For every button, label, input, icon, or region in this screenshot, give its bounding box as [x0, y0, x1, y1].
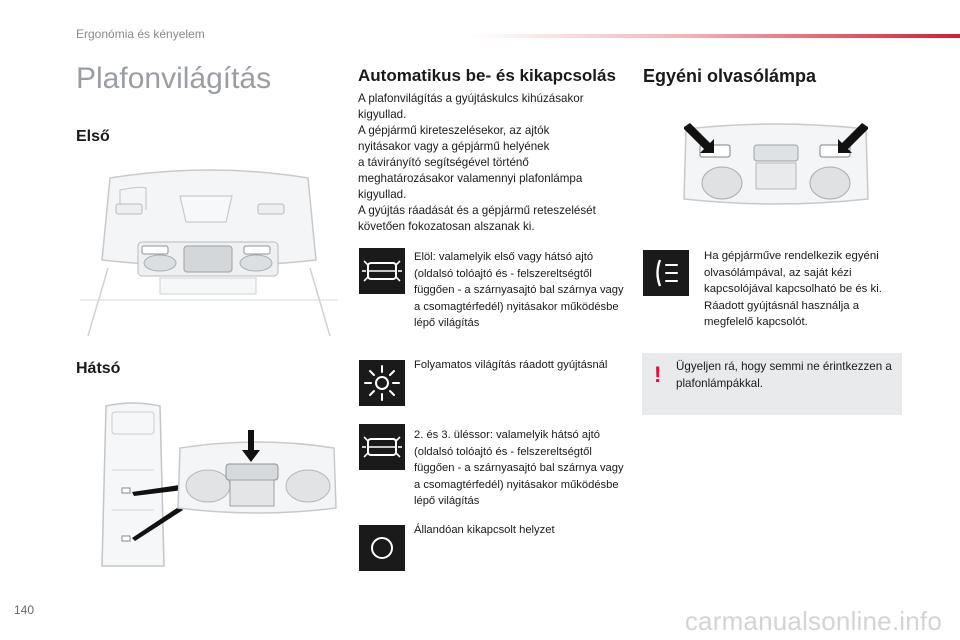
door-light-icon [359, 248, 405, 294]
page-title: Plafonvilágítás [76, 62, 272, 95]
warning-text: Ügyeljen rá, hogy semmi ne érintkezzen a plafonlámpákkal. [676, 360, 892, 390]
auto-line: kigyullad. [358, 188, 407, 201]
auto-line: meghatározásakor valamennyi plafonlámpa [358, 172, 583, 185]
watermark: carmanualsonline.info [684, 606, 942, 636]
reading-lamp-heading: Egyéni olvasólámpa [643, 66, 817, 86]
auto-line: A gépjármű kireteszelésekor, az ajtók [358, 124, 550, 137]
auto-line: a távirányító segítségével történő [358, 156, 529, 169]
rear-heading: Hátsó [76, 360, 121, 377]
warning-icon: ! [654, 362, 662, 387]
warning-note [642, 353, 902, 415]
front-heading: Első [76, 128, 110, 145]
mode-front-door-text: Elöl: valamelyik első vagy hátsó ajtó (oldalsó tolóajtó és - felszereltségtől függően - a szárnyasajtó bal szárnya vagy a csomagtérfedél) nyitásakor működésbe lépő világítás [414, 251, 624, 329]
auto-line: kigyullad. [358, 108, 407, 121]
auto-line: követően fokozatosan alszanak ki. [358, 220, 535, 233]
auto-description [358, 91, 628, 235]
mode-off-text: Állandóan kikapcsolt helyzet [414, 524, 555, 536]
header-accent-line [470, 34, 960, 38]
auto-line: A gyújtás ráadását és a gépjármű reteszelését [358, 204, 596, 217]
page-number: 140 [14, 603, 35, 617]
off-circle-icon [359, 525, 405, 571]
auto-heading: Automatikus be- és kikapcsolás [358, 66, 616, 85]
door-light-icon [359, 424, 405, 470]
rear-van-illustration [88, 400, 338, 570]
mode-rear-rows-text: 2. és 3. üléssor: valamelyik hátsó ajtó (oldalsó tolóajtó és - felszereltségtől függően - a szárnyasajtó bal szárnya vagy a csomagtérfedél) nyitásakor működésbe lépő világítás [414, 429, 624, 507]
reading-lamp-illustration [676, 115, 876, 215]
reading-lamp-text: Ha gépjárműve rendelkezik egyéni olvasólámpával, az saját kézi kapcsolójával kapcsolható be és ki. Ráadott gyújtásnál használja a megfelelő kapcsolót. [704, 250, 882, 328]
mode-continuous-text: Folyamatos világítás ráadott gyújtásnál [414, 359, 608, 371]
auto-line: nyitásakor vagy a gépjármű helyének [358, 140, 550, 153]
sun-icon [359, 360, 405, 406]
reading-lamp-icon [643, 250, 689, 296]
auto-line: A plafonvilágítás a gyújtáskulcs kihúzásakor [358, 92, 584, 105]
section-header: Ergonómia és kényelem [76, 27, 205, 41]
front-ceiling-light-illustration [80, 168, 338, 338]
